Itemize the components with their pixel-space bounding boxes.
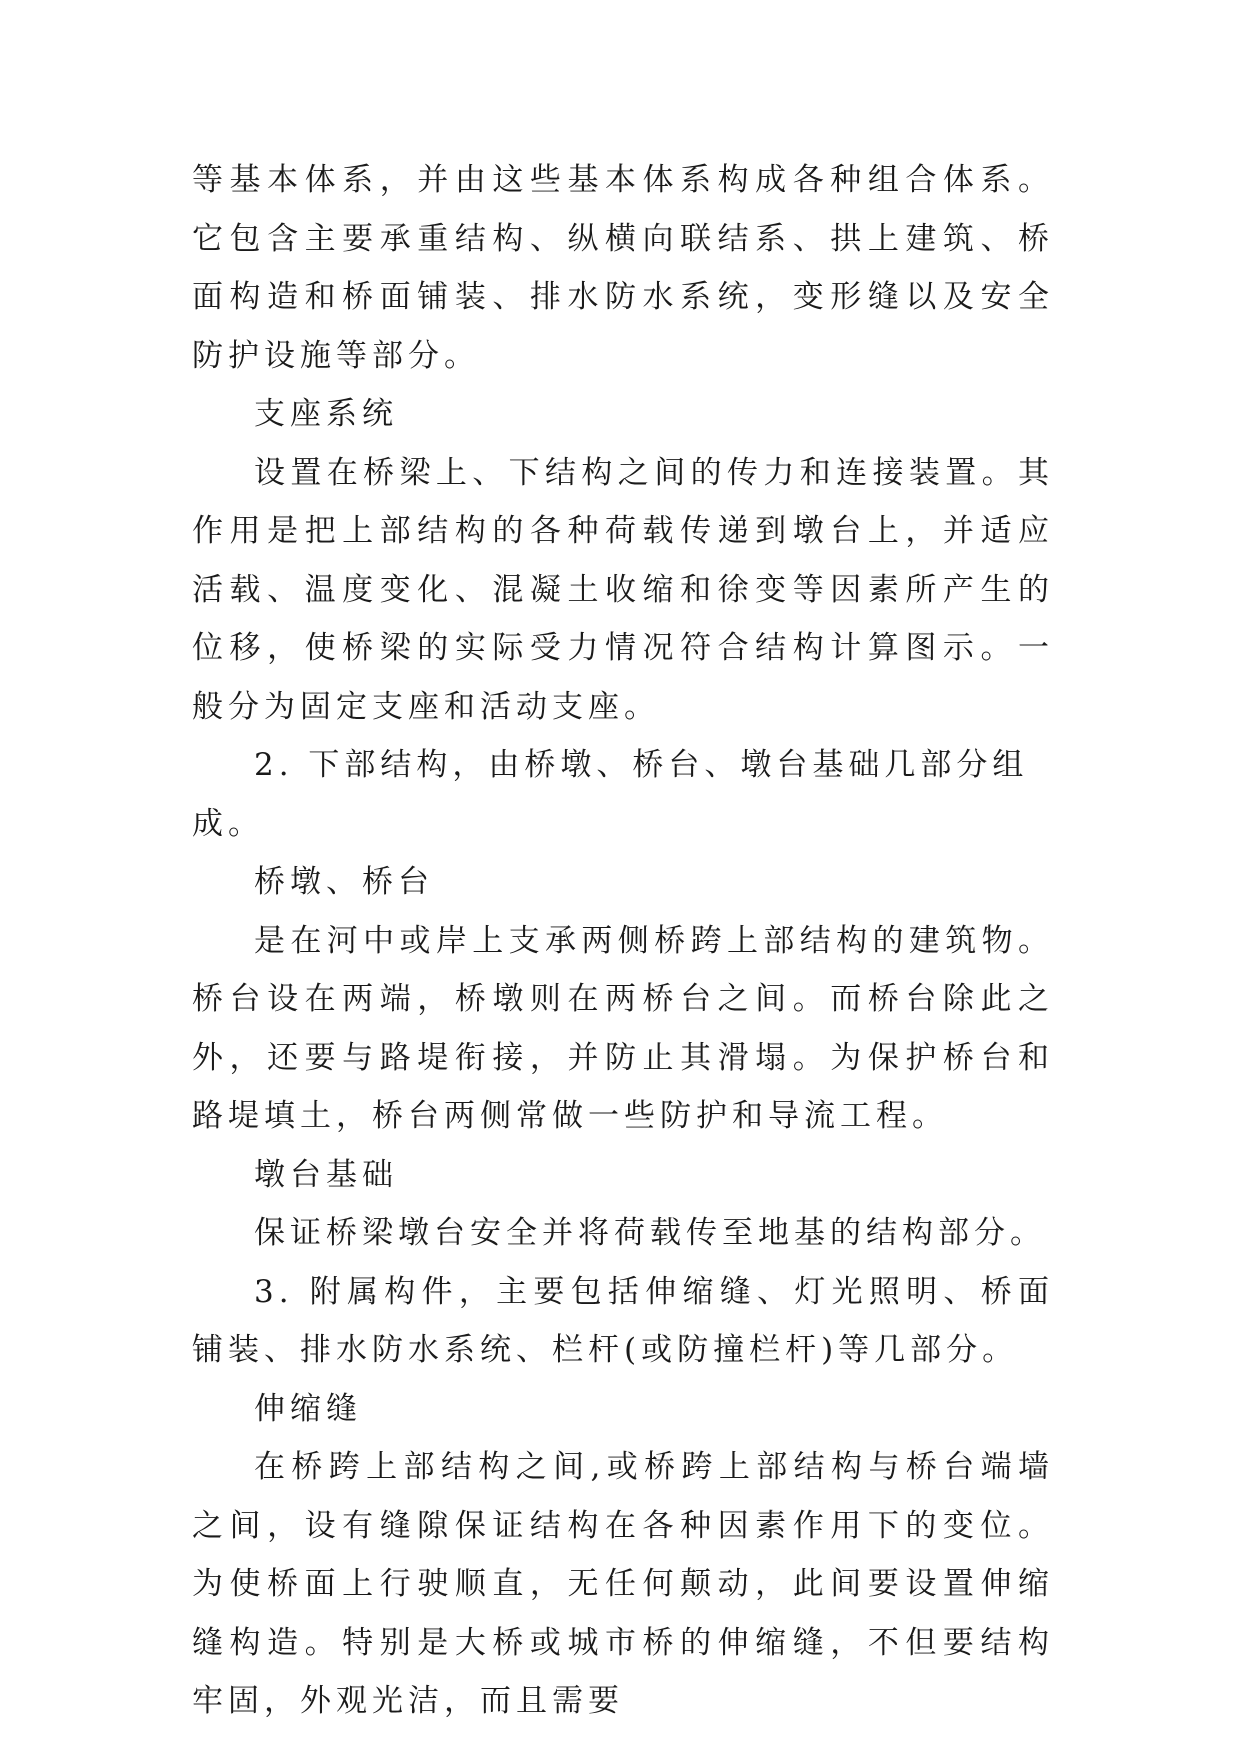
paragraph-pier-foundation: 保证桥梁墩台安全并将荷载传至地基的结构部分。	[254, 1215, 1046, 1251]
document-body	[192, 151, 1054, 1731]
paragraph-substructure: 2. 下部结构，由桥墩、桥台、墩台基础几部分组成。	[192, 747, 1029, 842]
heading-expansion-joint: 伸缩缝	[254, 1390, 362, 1427]
paragraph-expansion-joint: 在桥跨上部结构之间,或桥跨上部结构与桥台端墙之间，设有缝隙保证结构在各种因素作用下的变位。为使桥面上行驶顺直，无任何颠动，此间要设置伸缩缝构造。特别是大桥或城市桥的伸缩缝，不但要结构牢固，外观光洁，而且需要	[192, 1449, 1054, 1719]
paragraph-bearing-system: 设置在桥梁上、下结构之间的传力和连接装置。其作用是把上部结构的各种荷载传递到墩台上，并适应活载、温度变化、混凝土收缩和徐变等因素所产生的位移，使桥梁的实际受力情况符合结构计算图示。一般分为固定支座和活动支座。	[192, 454, 1054, 725]
paragraph-pier-abutment: 是在河中或岸上支承两侧桥跨上部结构的建筑物。桥台设在两端，桥墩则在两桥台之间。而桥台除此之外，还要与路堤衔接，并防止其滑塌。为保护桥台和路堤填土，桥台两侧常做一些防护和导流工程。	[192, 922, 1054, 1134]
paragraph-ancillary-components: 3. 附属构件，主要包括伸缩缝、灯光照明、桥面铺装、排水防水系统、栏杆(或防撞栏杆)等几部分。	[192, 1273, 1054, 1368]
heading-bearing-system: 支座系统	[254, 396, 398, 432]
heading-pier-abutment: 桥墩、桥台	[254, 864, 434, 900]
paragraph-system-composition: 等基本体系，并由这些基本体系构成各种组合体系。它包含主要承重结构、纵横向联结系、拱上建筑、桥面构造和桥面铺装、排水防水系统，变形缝以及安全防护设施等部分。	[192, 162, 1054, 374]
heading-pier-foundation: 墩台基础	[254, 1156, 398, 1193]
